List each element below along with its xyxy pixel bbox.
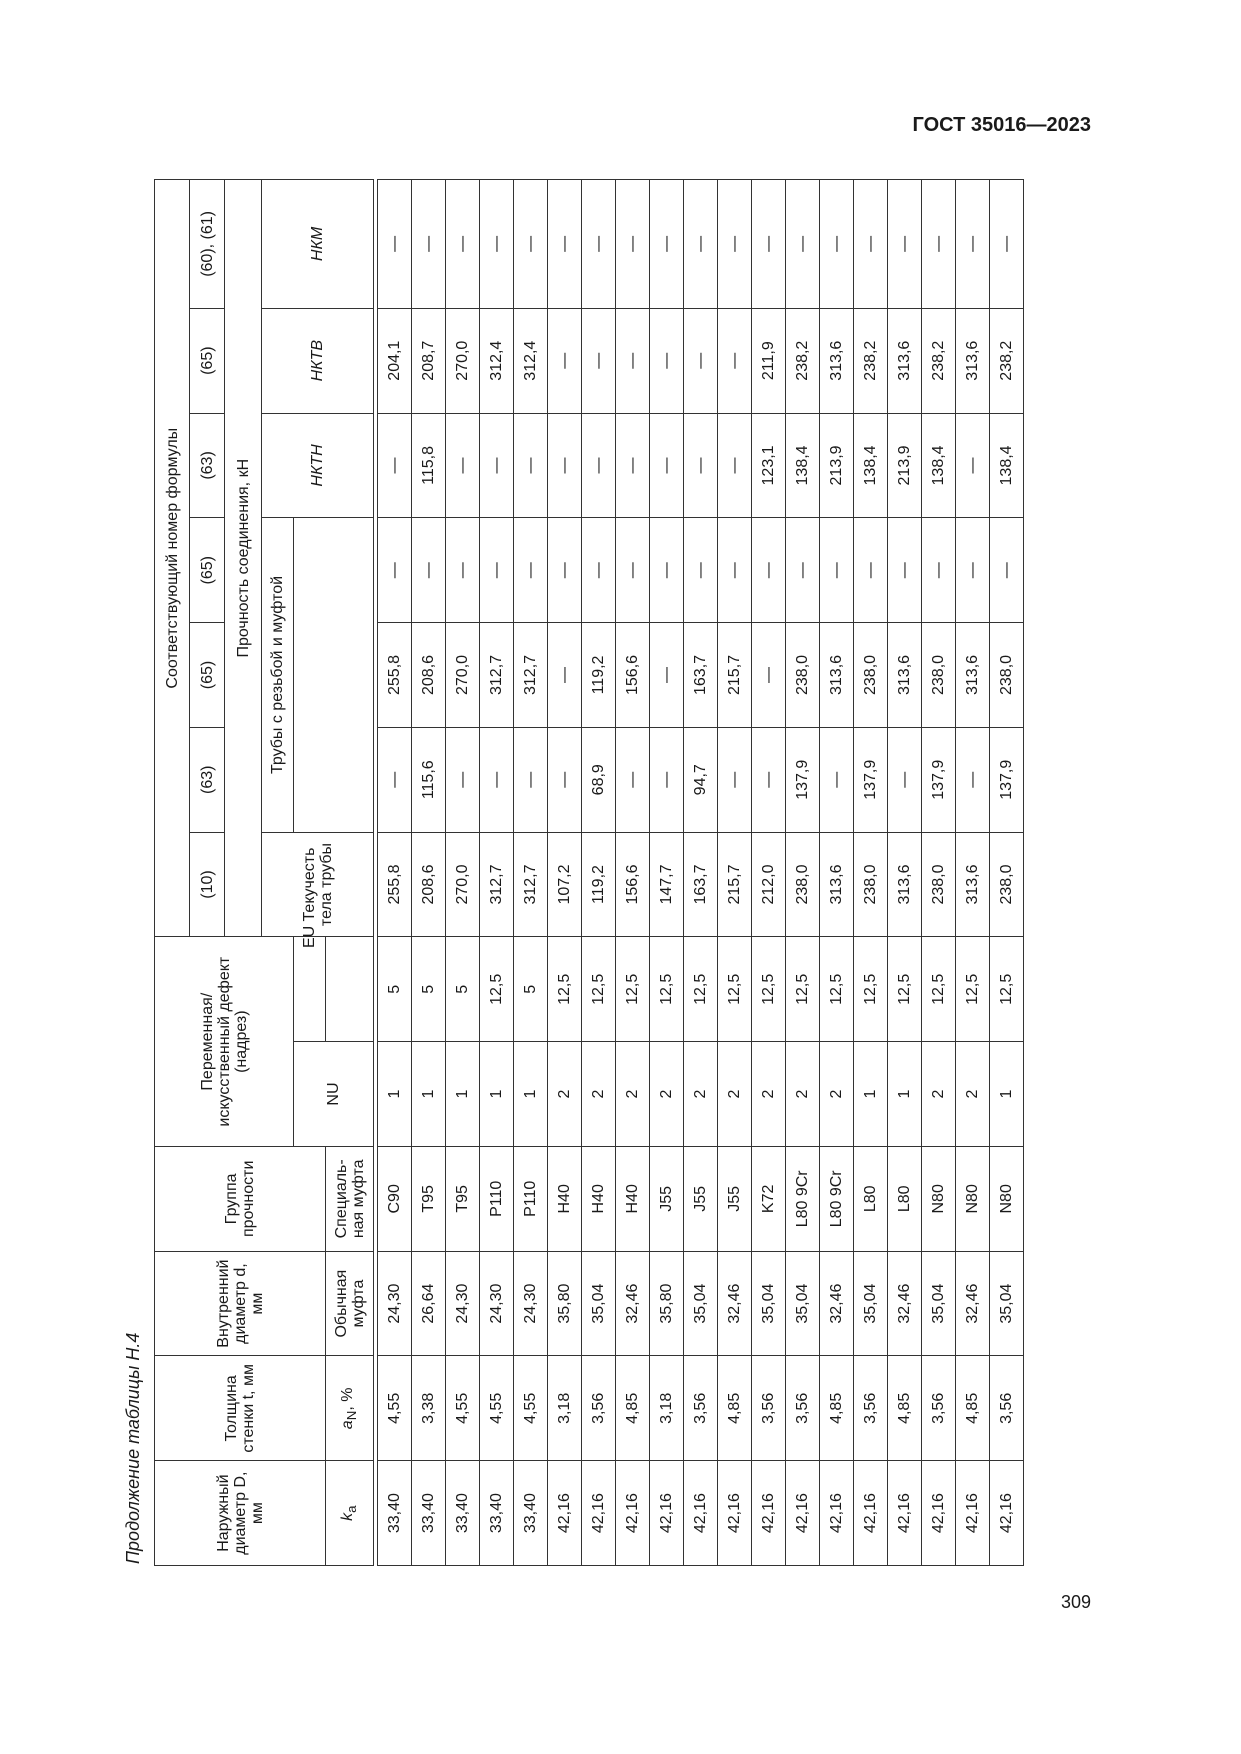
table-cell: 2 xyxy=(752,1042,786,1147)
col-header-defect: Переменная/ искусственный дефект (надрез) xyxy=(155,937,294,1147)
table-cell: — xyxy=(752,180,786,309)
table-cell: 2 xyxy=(548,1042,582,1147)
threaded-header: Трубы с резьбой и муфтой xyxy=(262,518,294,832)
table-cell: 4,85 xyxy=(956,1356,990,1461)
table-row xyxy=(684,180,718,1566)
table-row xyxy=(786,180,820,1566)
table-cell: K72 xyxy=(752,1146,786,1251)
table-cell: P110 xyxy=(480,1146,514,1251)
table-cell: — xyxy=(820,518,854,623)
table-cell: 5 xyxy=(514,937,548,1042)
data-table xyxy=(154,179,1024,1566)
table-cell: L80 9Cr xyxy=(786,1146,820,1251)
table-cell: 238,2 xyxy=(990,308,1024,413)
ka-header: $k_a$ xyxy=(326,1461,374,1566)
table-cell: — xyxy=(548,308,582,413)
table-cell: 94,7 xyxy=(684,727,718,832)
table-cell: — xyxy=(650,518,684,623)
table-cell: — xyxy=(582,518,616,623)
table-cell: 35,80 xyxy=(548,1251,582,1356)
table-cell: — xyxy=(752,518,786,623)
table-cell: L80 xyxy=(888,1146,922,1251)
table-cell: — xyxy=(650,727,684,832)
table-cell: — xyxy=(956,413,990,518)
table-cell: 2 xyxy=(718,1042,752,1147)
table-cell: — xyxy=(650,308,684,413)
table-cell: — xyxy=(752,727,786,832)
table-cell: N80 xyxy=(922,1146,956,1251)
table-cell: — xyxy=(480,727,514,832)
table-cell: 35,04 xyxy=(922,1251,956,1356)
table-cell: H40 xyxy=(548,1146,582,1251)
table-cell: 213,9 xyxy=(820,413,854,518)
table-row xyxy=(990,180,1024,1566)
page-number: 309 xyxy=(1060,1592,1091,1612)
table-cell: 32,46 xyxy=(718,1251,752,1356)
table-cell: 42,16 xyxy=(820,1461,854,1566)
table-row xyxy=(378,180,412,1566)
table-row xyxy=(548,180,582,1566)
table-cell: 138,4 xyxy=(786,413,820,518)
table-cell: 107,2 xyxy=(548,832,582,937)
table-cell: 312,7 xyxy=(514,623,548,728)
table-cell: 4,85 xyxy=(820,1356,854,1461)
table-cell: 12,5 xyxy=(888,937,922,1042)
table-cell: — xyxy=(718,413,752,518)
table-cell: 238,0 xyxy=(786,832,820,937)
table-cell: 1 xyxy=(412,1042,446,1147)
table-cell: — xyxy=(514,518,548,623)
table-cell: 156,6 xyxy=(616,623,650,728)
table-cell: 4,55 xyxy=(514,1356,548,1461)
table-cell: 24,30 xyxy=(514,1251,548,1356)
table-cell: 2 xyxy=(956,1042,990,1147)
table-cell: — xyxy=(684,308,718,413)
table-cell: 213,9 xyxy=(888,413,922,518)
nkm-header: НКМ xyxy=(262,180,374,309)
table-row xyxy=(956,180,990,1566)
table-cell: 3,56 xyxy=(990,1356,1024,1461)
table-cell: 238,2 xyxy=(786,308,820,413)
table-cell: 24,30 xyxy=(446,1251,480,1356)
table-cell: 12,5 xyxy=(820,937,854,1042)
table-cell: 42,16 xyxy=(956,1461,990,1566)
table-cell: 156,6 xyxy=(616,832,650,937)
table-cell: 2 xyxy=(786,1042,820,1147)
table-cell: 12,5 xyxy=(786,937,820,1042)
table-cell: — xyxy=(922,518,956,623)
table-cell: 33,40 xyxy=(378,1461,412,1566)
table-cell: 238,2 xyxy=(854,308,888,413)
table-cell: 115,6 xyxy=(412,727,446,832)
table-cell: — xyxy=(514,727,548,832)
table-cell: 313,6 xyxy=(956,623,990,728)
col-header-inner-diameter: Внутренний диаметр d, мм xyxy=(155,1251,326,1356)
table-cell: 32,46 xyxy=(956,1251,990,1356)
table-cell: 312,7 xyxy=(514,832,548,937)
table-cell: 208,6 xyxy=(412,623,446,728)
col-header-grade: Группа прочности xyxy=(155,1146,326,1251)
table-cell: 12,5 xyxy=(616,937,650,1042)
table-cell: 313,6 xyxy=(956,832,990,937)
table-row xyxy=(888,180,922,1566)
table-cell: 35,04 xyxy=(990,1251,1024,1356)
table-cell: 42,16 xyxy=(922,1461,956,1566)
table-cell: 4,85 xyxy=(718,1356,752,1461)
table-cell: — xyxy=(888,727,922,832)
table-cell: 3,56 xyxy=(786,1356,820,1461)
table-cell: 313,6 xyxy=(820,832,854,937)
table-cell: L80 xyxy=(854,1146,888,1251)
table-cell: 115,8 xyxy=(412,413,446,518)
table-cell: 138,4 xyxy=(990,413,1024,518)
table-cell: 12,5 xyxy=(582,937,616,1042)
table-cell: 137,9 xyxy=(854,727,888,832)
table-cell: 137,9 xyxy=(922,727,956,832)
table-cell: T95 xyxy=(446,1146,480,1251)
table-cell: — xyxy=(650,180,684,309)
table-cell: H40 xyxy=(582,1146,616,1251)
table-cell: 123,1 xyxy=(752,413,786,518)
table-cell: 33,40 xyxy=(446,1461,480,1566)
table-cell: — xyxy=(378,180,412,309)
table-cell: 42,16 xyxy=(650,1461,684,1566)
table-row xyxy=(514,180,548,1566)
table-cell: — xyxy=(616,413,650,518)
table-cell: — xyxy=(854,518,888,623)
table-cell: — xyxy=(956,727,990,832)
table-cell: — xyxy=(412,180,446,309)
table-row xyxy=(412,180,446,1566)
table-cell: 2 xyxy=(582,1042,616,1147)
table-cell: 3,56 xyxy=(582,1356,616,1461)
table-cell: — xyxy=(786,518,820,623)
table-cell: 238,2 xyxy=(922,308,956,413)
table-cell: 12,5 xyxy=(752,937,786,1042)
an-header: $a_N$, % xyxy=(326,1356,374,1461)
table-cell: — xyxy=(854,180,888,309)
table-cell: 26,64 xyxy=(412,1251,446,1356)
table-cell: 12,5 xyxy=(684,937,718,1042)
table-cell: 312,7 xyxy=(480,832,514,937)
table-cell: 119,2 xyxy=(582,832,616,937)
eu-header: EU xyxy=(294,832,326,1042)
table-cell: N80 xyxy=(956,1146,990,1251)
table-cell: 147,7 xyxy=(650,832,684,937)
table-cell: 35,80 xyxy=(650,1251,684,1356)
formula-number-cell: (63) xyxy=(190,413,225,518)
table-cell: 33,40 xyxy=(480,1461,514,1566)
table-cell: 313,6 xyxy=(956,308,990,413)
table-cell: — xyxy=(616,518,650,623)
table-cell: — xyxy=(956,518,990,623)
table-row xyxy=(650,180,684,1566)
table-cell: — xyxy=(990,180,1024,309)
table-cell: — xyxy=(888,518,922,623)
table-cell: 1 xyxy=(446,1042,480,1147)
table-cell: 238,0 xyxy=(990,832,1024,937)
table-cell: 5 xyxy=(378,937,412,1042)
table-cell: — xyxy=(820,180,854,309)
table-row xyxy=(752,180,786,1566)
table-row xyxy=(582,180,616,1566)
table-cell: — xyxy=(446,413,480,518)
table-cell: — xyxy=(378,518,412,623)
table-cell: 211,9 xyxy=(752,308,786,413)
table-cell: 33,40 xyxy=(412,1461,446,1566)
col-header-outer-diameter: Наружный диаметр D, мм xyxy=(155,1461,326,1566)
table-cell: — xyxy=(582,180,616,309)
table-cell: 35,04 xyxy=(684,1251,718,1356)
table-cell: 313,6 xyxy=(820,308,854,413)
formula-number-cell: (65) xyxy=(190,518,225,623)
table-cell: — xyxy=(480,180,514,309)
table-cell: 33,40 xyxy=(514,1461,548,1566)
table-cell: — xyxy=(922,180,956,309)
formula-number-cell: (65) xyxy=(190,623,225,728)
table-cell: 42,16 xyxy=(718,1461,752,1566)
table-cell: 3,38 xyxy=(412,1356,446,1461)
table-cell: 238,0 xyxy=(786,623,820,728)
table-cell: 12,5 xyxy=(718,937,752,1042)
table-cell: 137,9 xyxy=(990,727,1024,832)
nu-header: NU xyxy=(294,1042,374,1147)
table-cell: H40 xyxy=(616,1146,650,1251)
table-cell: — xyxy=(446,518,480,623)
table-cell: 42,16 xyxy=(548,1461,582,1566)
table-cell: — xyxy=(990,518,1024,623)
table-cell: 238,0 xyxy=(854,623,888,728)
table-cell: C90 xyxy=(378,1146,412,1251)
table-cell: — xyxy=(378,413,412,518)
table-cell: 212,0 xyxy=(752,832,786,937)
table-cell: 42,16 xyxy=(616,1461,650,1566)
table-cell: 3,56 xyxy=(854,1356,888,1461)
table-cell: — xyxy=(480,518,514,623)
table-cell: 32,46 xyxy=(820,1251,854,1356)
table-cell: 1 xyxy=(990,1042,1024,1147)
table-cell: N80 xyxy=(990,1146,1024,1251)
table-cell: 137,9 xyxy=(786,727,820,832)
table-cell: — xyxy=(786,180,820,309)
table-cell: 3,56 xyxy=(684,1356,718,1461)
table-cell: 2 xyxy=(616,1042,650,1147)
table-cell: — xyxy=(514,180,548,309)
table-cell: 35,04 xyxy=(854,1251,888,1356)
table-cell: — xyxy=(956,180,990,309)
formula-number-cell: (60), (61) xyxy=(190,180,225,309)
table-cell: — xyxy=(718,727,752,832)
table-cell: — xyxy=(616,180,650,309)
table-cell: 12,5 xyxy=(548,937,582,1042)
formula-number-cell: (63) xyxy=(190,727,225,832)
eu-special-header: Специаль-ная муфта xyxy=(326,1146,374,1251)
document-code: ГОСТ 35016—2023 xyxy=(912,114,1091,136)
table-cell: 42,16 xyxy=(854,1461,888,1566)
table-cell: — xyxy=(548,180,582,309)
table-cell: 215,7 xyxy=(718,832,752,937)
table-cell: 68,9 xyxy=(582,727,616,832)
table-cell: 1 xyxy=(888,1042,922,1147)
table-cell: 312,4 xyxy=(514,308,548,413)
table-cell: — xyxy=(582,308,616,413)
table-cell: 12,5 xyxy=(480,937,514,1042)
table-cell: J55 xyxy=(650,1146,684,1251)
table-cell: 270,0 xyxy=(446,308,480,413)
table-cell: 24,30 xyxy=(480,1251,514,1356)
table-cell: 42,16 xyxy=(990,1461,1024,1566)
table-cell: 3,56 xyxy=(752,1356,786,1461)
table-cell: 12,5 xyxy=(922,937,956,1042)
table-cell: 163,7 xyxy=(684,623,718,728)
table-cell: 42,16 xyxy=(786,1461,820,1566)
table-cell: 2 xyxy=(820,1042,854,1147)
table-cell: — xyxy=(718,518,752,623)
table-cell: 238,0 xyxy=(854,832,888,937)
table-cell: — xyxy=(684,180,718,309)
rotated-table-block xyxy=(120,166,1080,1566)
table-cell: 35,04 xyxy=(582,1251,616,1356)
table-cell: T95 xyxy=(412,1146,446,1251)
table-cell: 163,7 xyxy=(684,832,718,937)
table-cell: — xyxy=(548,518,582,623)
table-cell: 255,8 xyxy=(378,832,412,937)
table-cell: 5 xyxy=(446,937,480,1042)
table-cell: 119,2 xyxy=(582,623,616,728)
table-row xyxy=(718,180,752,1566)
table-row xyxy=(480,180,514,1566)
table-cell: 238,0 xyxy=(922,832,956,937)
table-cell: P110 xyxy=(514,1146,548,1251)
table-row xyxy=(820,180,854,1566)
table-cell: 215,7 xyxy=(718,623,752,728)
table-cell: 24,30 xyxy=(378,1251,412,1356)
strength-header: Прочность соединения, кН xyxy=(225,180,262,937)
table-cell: 3,56 xyxy=(922,1356,956,1461)
table-cell: 4,85 xyxy=(888,1356,922,1461)
table-cell: — xyxy=(718,180,752,309)
table-cell: 270,0 xyxy=(446,623,480,728)
table-cell: — xyxy=(548,623,582,728)
table-cell: 4,55 xyxy=(480,1356,514,1461)
eu-regular-header: Обычная муфта xyxy=(326,1251,374,1356)
table-cell: 35,04 xyxy=(786,1251,820,1356)
table-cell: 208,7 xyxy=(412,308,446,413)
table-cell: — xyxy=(684,413,718,518)
table-cell: 138,4 xyxy=(854,413,888,518)
table-cell: 35,04 xyxy=(752,1251,786,1356)
nktv-header: НКТВ xyxy=(262,308,374,413)
table-cell: — xyxy=(412,518,446,623)
table-cell: 312,7 xyxy=(480,623,514,728)
table-cell: 42,16 xyxy=(684,1461,718,1566)
table-cell: — xyxy=(888,180,922,309)
table-cell: 32,46 xyxy=(888,1251,922,1356)
table-cell: 4,55 xyxy=(378,1356,412,1461)
formula-number-cell: (10) xyxy=(190,832,225,937)
table-cell: 2 xyxy=(650,1042,684,1147)
table-cell: — xyxy=(514,413,548,518)
table-row xyxy=(446,180,480,1566)
table-cell: — xyxy=(446,180,480,309)
table-cell: 255,8 xyxy=(378,623,412,728)
table-cell: 12,5 xyxy=(650,937,684,1042)
table-row xyxy=(854,180,888,1566)
formula-header: Соответствующий номер формулы xyxy=(155,180,190,937)
yield-header: Текучесть тела трубы xyxy=(262,832,374,937)
table-cell: 1 xyxy=(480,1042,514,1147)
table-cell: 204,1 xyxy=(378,308,412,413)
table-cell: 42,16 xyxy=(888,1461,922,1566)
table-caption: Продолжение таблицы Н.4 xyxy=(123,1332,143,1564)
table-row xyxy=(616,180,650,1566)
table-cell: 2 xyxy=(684,1042,718,1147)
nktn-header: НКТН xyxy=(262,413,374,518)
table-cell: 2 xyxy=(922,1042,956,1147)
table-cell: 270,0 xyxy=(446,832,480,937)
table-cell: — xyxy=(752,623,786,728)
table-cell: 42,16 xyxy=(582,1461,616,1566)
table-cell: 1 xyxy=(514,1042,548,1147)
table-cell: 208,6 xyxy=(412,832,446,937)
table-cell: — xyxy=(718,308,752,413)
table-cell: — xyxy=(446,727,480,832)
table-cell: — xyxy=(650,413,684,518)
table-cell: 12,5 xyxy=(854,937,888,1042)
table-row xyxy=(922,180,956,1566)
table-cell: — xyxy=(616,727,650,832)
table-cell: — xyxy=(582,413,616,518)
table-cell: 1 xyxy=(854,1042,888,1147)
table-cell: — xyxy=(650,623,684,728)
table-cell: J55 xyxy=(684,1146,718,1251)
table-cell: 313,6 xyxy=(888,308,922,413)
table-cell: 12,5 xyxy=(990,937,1024,1042)
table-cell: — xyxy=(548,413,582,518)
table-cell: 238,0 xyxy=(990,623,1024,728)
table-cell: 313,6 xyxy=(888,832,922,937)
table-cell: — xyxy=(616,308,650,413)
table-cell: 4,55 xyxy=(446,1356,480,1461)
table-cell: 138,4 xyxy=(922,413,956,518)
table-cell: 42,16 xyxy=(752,1461,786,1566)
table-cell: — xyxy=(378,727,412,832)
table-cell: 5 xyxy=(412,937,446,1042)
table-cell: L80 9Cr xyxy=(820,1146,854,1251)
table-cell: 32,46 xyxy=(616,1251,650,1356)
table-cell: 312,4 xyxy=(480,308,514,413)
table-cell: — xyxy=(820,727,854,832)
table-cell: — xyxy=(480,413,514,518)
table-cell: 3,18 xyxy=(548,1356,582,1461)
table-cell: 1 xyxy=(378,1042,412,1147)
table-cell: 12,5 xyxy=(956,937,990,1042)
table-cell: — xyxy=(548,727,582,832)
formula-number-cell: (65) xyxy=(190,308,225,413)
col-header-wall-thickness: Толщина стенки t, мм xyxy=(155,1356,326,1461)
table-cell: 313,6 xyxy=(820,623,854,728)
table-cell: 313,6 xyxy=(888,623,922,728)
table-cell: 3,18 xyxy=(650,1356,684,1461)
table-cell: — xyxy=(684,518,718,623)
table-cell: J55 xyxy=(718,1146,752,1251)
table-cell: 238,0 xyxy=(922,623,956,728)
table-cell: 4,85 xyxy=(616,1356,650,1461)
